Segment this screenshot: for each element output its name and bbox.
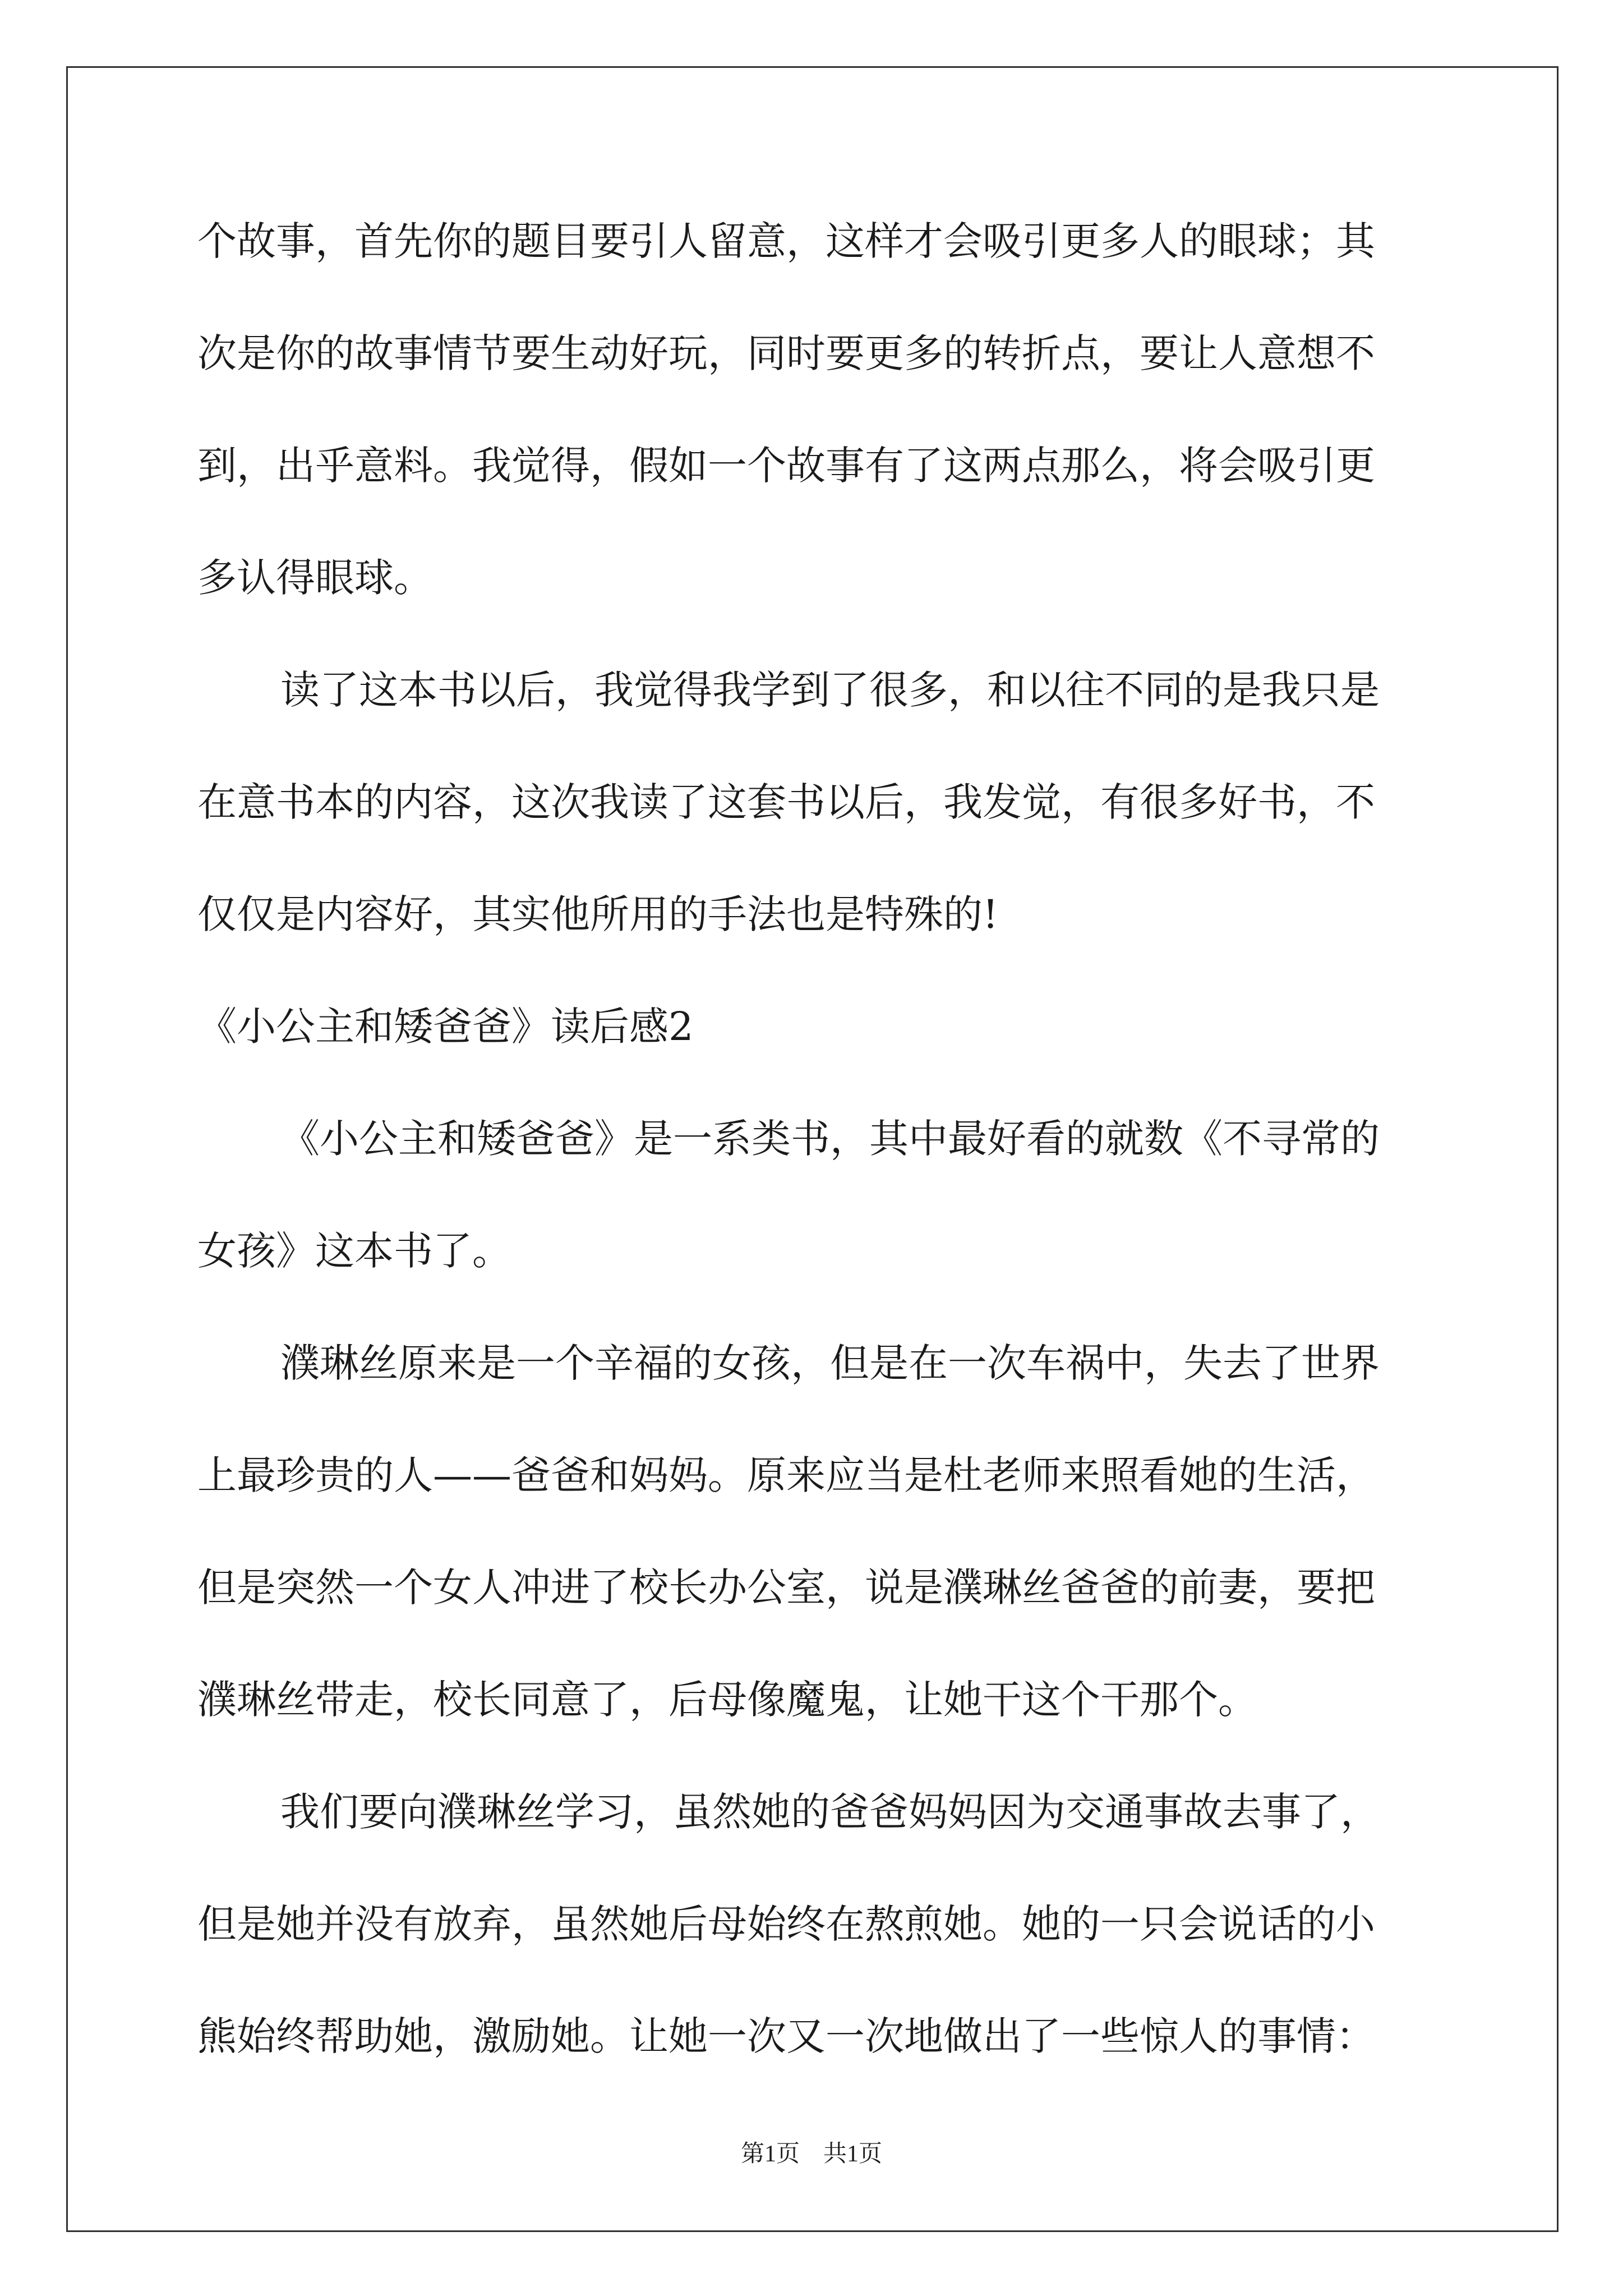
paragraph-line: 到，出乎意料。我觉得，假如一个故事有了这两点那么，将会吸引更 xyxy=(197,443,1375,489)
paragraph-line: 在意书本的内容，这次我读了这套书以后，我发觉，有很多好书，不 xyxy=(197,779,1375,825)
paragraph-line: 但是她并没有放弃，虽然她后母始终在熬煎她。她的一只会说话的小 xyxy=(197,1901,1375,1947)
document-body xyxy=(197,218,1434,2059)
paragraph-line: 个故事，首先你的题目要引人留意，这样才会吸引更多人的眼球；其 xyxy=(197,218,1375,264)
paragraph-line: 多认得眼球。 xyxy=(197,555,433,601)
paragraph-line: 次是你的故事情节要生动好玩，同时要更多的转折点，要让人意想不 xyxy=(197,330,1375,376)
page-footer: 第1页 共1页 xyxy=(740,2141,882,2167)
paragraph-line: 《小公主和矮爸爸》是一系类书，其中最好看的就数《不寻常的 xyxy=(280,1116,1380,1162)
paragraph-line: 但是突然一个女人冲进了校长办公室，说是濮琳丝爸爸的前妻，要把 xyxy=(197,1565,1375,1611)
paragraph-line: 女孩》这本书了。 xyxy=(197,1228,511,1274)
paragraph-line: 濮琳丝原来是一个辛福的女孩，但是在一次车祸中，失去了世界 xyxy=(280,1340,1380,1386)
paragraph-line: 我们要向濮琳丝学习，虽然她的爸爸妈妈因为交通事故去事了， xyxy=(280,1789,1380,1835)
paragraph-line: 上最珍贵的人——爸爸和妈妈。原来应当是杜老师来照看她的生活， xyxy=(197,1452,1375,1498)
paragraph-line: 濮琳丝带走，校长同意了，后母像魔鬼，让她干这个干那个。 xyxy=(197,1677,1257,1723)
paragraph-line: 熊始终帮助她，激励她。让她一次又一次地做出了一些惊人的事情： xyxy=(197,2013,1375,2059)
paragraph-line: 读了这本书以后，我觉得我学到了很多，和以往不同的是我只是 xyxy=(280,667,1380,713)
paragraph-line: 仅仅是内容好，其实他所用的手法也是特殊的! xyxy=(197,891,999,937)
section-heading: 《小公主和矮爸爸》读后感2 xyxy=(197,1004,694,1050)
